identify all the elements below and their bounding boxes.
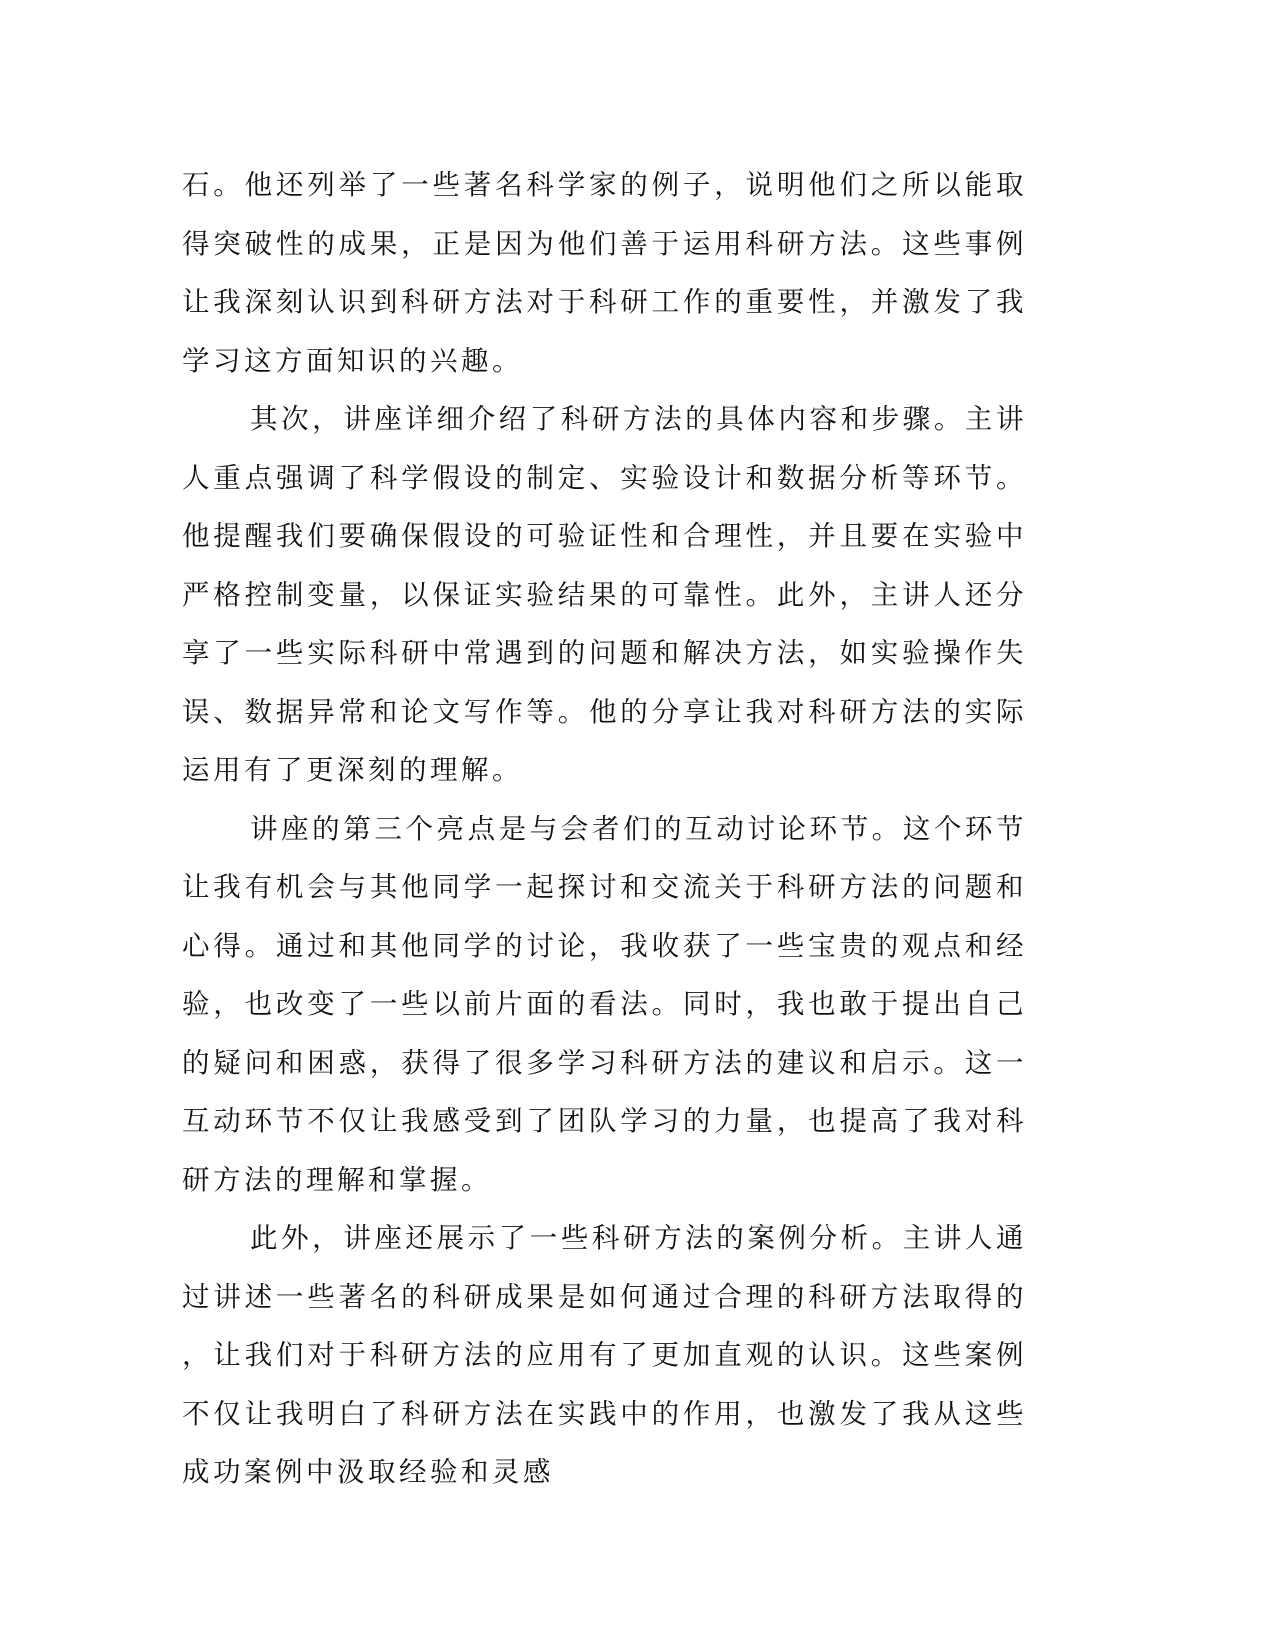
paragraph-3: 讲座的第三个亮点是与会者们的互动讨论环节。这个环节让我有机会与其他同学一起探讨和交流关于科研方法的问题和心得。通过和其他同学的讨论，我收获了一些宝贵的观点和经验，也改变了一些以前片面的看法。同时，我也敢于提出自己的疑问和困惑，获得了很多学习科研方法的建议和启示。这一互动环节不仅让我感受到了团队学习的力量，也提高了我对科研方法的理解和掌握。: [182, 812, 1027, 1196]
document-body: [182, 156, 1027, 1502]
paragraph-2: 其次，讲座详细介绍了科研方法的具体内容和步骤。主讲人重点强调了科学假设的制定、实验设计和数据分析等环节。他提醒我们要确保假设的可验证性和合理性，并且要在实验中严格控制变量，以保证实验结果的可靠性。此外，主讲人还分享了一些实际科研中常遇到的问题和解决方法，如实验操作失误、数据异常和论文写作等。他的分享让我对科研方法的实际运用有了更深刻的理解。: [182, 403, 1027, 786]
paragraph-4: 此外，讲座还展示了一些科研方法的案例分析。主讲人通过讲述一些著名的科研成果是如何通过合理的科研方法取得的，让我们对于科研方法的应用有了更加直观的认识。这些案例不仅让我明白了科研方法在实践中的作用，也激发了我从这些成功案例中汲取经验和灵感: [182, 1222, 1027, 1488]
paragraph-1: 石。他还列举了一些著名科学家的例子，说明他们之所以能取得突破性的成果，正是因为他们善于运用科研方法。这些事例让我深刻认识到科研方法对于科研工作的重要性，并激发了我学习这方面知识的兴趣。: [182, 169, 1027, 377]
